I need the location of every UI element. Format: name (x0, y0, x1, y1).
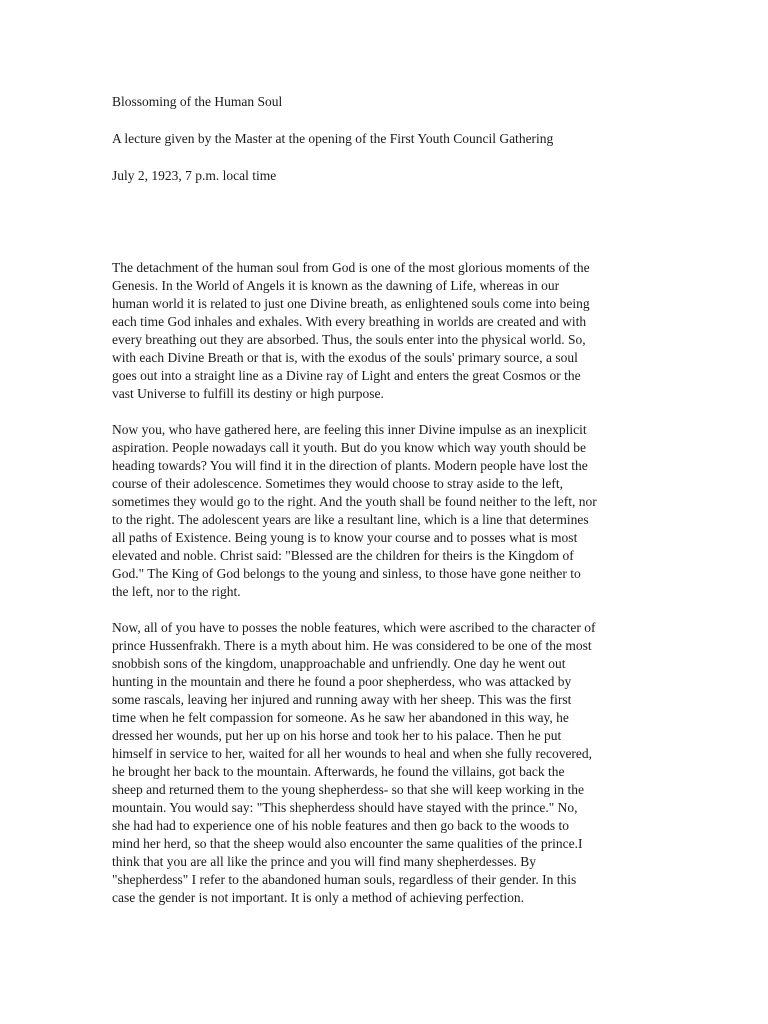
paragraph-line: Now, all of you have to posses the noble features, which were ascribed to the character of (112, 620, 596, 635)
paragraph-line: he brought her back to the mountain. Afterwards, he found the villains, got back the (112, 764, 565, 779)
paragraph-line: God." The King of God belongs to the young and sinless, to those have gone neither to (112, 566, 581, 581)
paragraph-line: heading towards? You will find it in the direction of plants. Modern people have lost the (112, 458, 588, 473)
paragraph-line: The detachment of the human soul from God is one of the most glorious moments of the (112, 260, 590, 275)
paragraph (112, 619, 668, 907)
document-date: July 2, 1923, 7 p.m. local time (112, 168, 277, 183)
paragraph-line: hunting in the mountain and there he found a poor shepherdess, who was attacked by (112, 674, 572, 689)
paragraph-line: with each Divine Breath or that is, with the exodus of the souls' primary source, a soul (112, 350, 578, 365)
paragraph-line: all paths of Existence. Being young is to know your course and to posses what is most (112, 530, 578, 545)
paragraph-line: elevated and noble. Christ said: "Blessed are the children for theirs is the Kingdom of (112, 548, 574, 563)
document-title: Blossoming of the Human Soul (112, 94, 283, 109)
paragraph-line: sheep and returned them to the young shepherdess- so that she will keep working in the (112, 782, 585, 797)
paragraph-line: human world it is related to just one Divine breath, as enlightened souls come into being (112, 296, 590, 311)
spacer (112, 204, 668, 259)
paragraph-line: prince Hussenfrakh. There is a myth about him. He was considered to be one of the most (112, 638, 592, 653)
paragraph-line: Genesis. In the World of Angels it is known as the dawning of Life, whereas in our (112, 278, 560, 293)
paragraph-line: she had had to experience one of his noble features and then go back to the woods to (112, 818, 569, 833)
paragraph-line: "shepherdess" I refer to the abandoned human souls, regardless of their gender. In this (112, 872, 577, 887)
paragraph (112, 421, 668, 601)
paragraph-line: aspiration. People nowadays call it youth. But do you know which way youth should be (112, 440, 586, 455)
paragraph-line: mind her herd, so that the sheep would also encounter the same qualities of the prince.I (112, 836, 583, 851)
document-body (112, 259, 668, 907)
paragraph-line: think that you are all like the prince and you will find many shepherdesses. By (112, 854, 537, 869)
paragraph-line: Now you, who have gathered here, are feeling this inner Divine impulse as an inexplicit (112, 422, 587, 437)
paragraph-line: himself in service to her, waited for all her wounds to heal and when she fully recovered, (112, 746, 593, 761)
paragraph-line: vast Universe to fulfill its destiny or high purpose. (112, 386, 384, 401)
paragraph-line: the left, nor to the right. (112, 584, 241, 599)
paragraph-line: each time God inhales and exhales. With every breathing in worlds are created and with (112, 314, 587, 329)
paragraph-line: case the gender is not important. It is only a method of achieving perfection. (112, 890, 525, 905)
paragraph-line: sometimes they would go to the right. And the youth shall be found neither to the left, nor (112, 494, 597, 509)
paragraph-line: goes out into a straight line as a Divine ray of Light and enters the great Cosmos or the (112, 368, 581, 383)
paragraph-line: every breathing out they are absorbed. Thus, the souls enter into the physical world. So, (112, 332, 586, 347)
paragraph-line: course of their adolescence. Sometimes they would choose to stray aside to the left, (112, 476, 563, 491)
document-subtitle: A lecture given by the Master at the opening of the First Youth Council Gathering (112, 131, 554, 146)
paragraph-line: snobbish sons of the kingdom, unapproachable and unfriendly. One day he went out (112, 656, 566, 671)
paragraph-line: mountain. You would say: "This shepherdess should have stayed with the prince." No, (112, 800, 578, 815)
paragraph-line: dressed her wounds, put her up on his horse and took her to his palace. Then he put (112, 728, 562, 743)
paragraph-line: to the right. The adolescent years are like a resultant line, which is a line that determines (112, 512, 589, 527)
paragraph (112, 259, 668, 403)
paragraph-line: some rascals, leaving her injured and running away with her sheep. This was the first (112, 692, 572, 707)
paragraph-line: time when he felt compassion for someone. As he saw her abandoned in this way, he (112, 710, 569, 725)
